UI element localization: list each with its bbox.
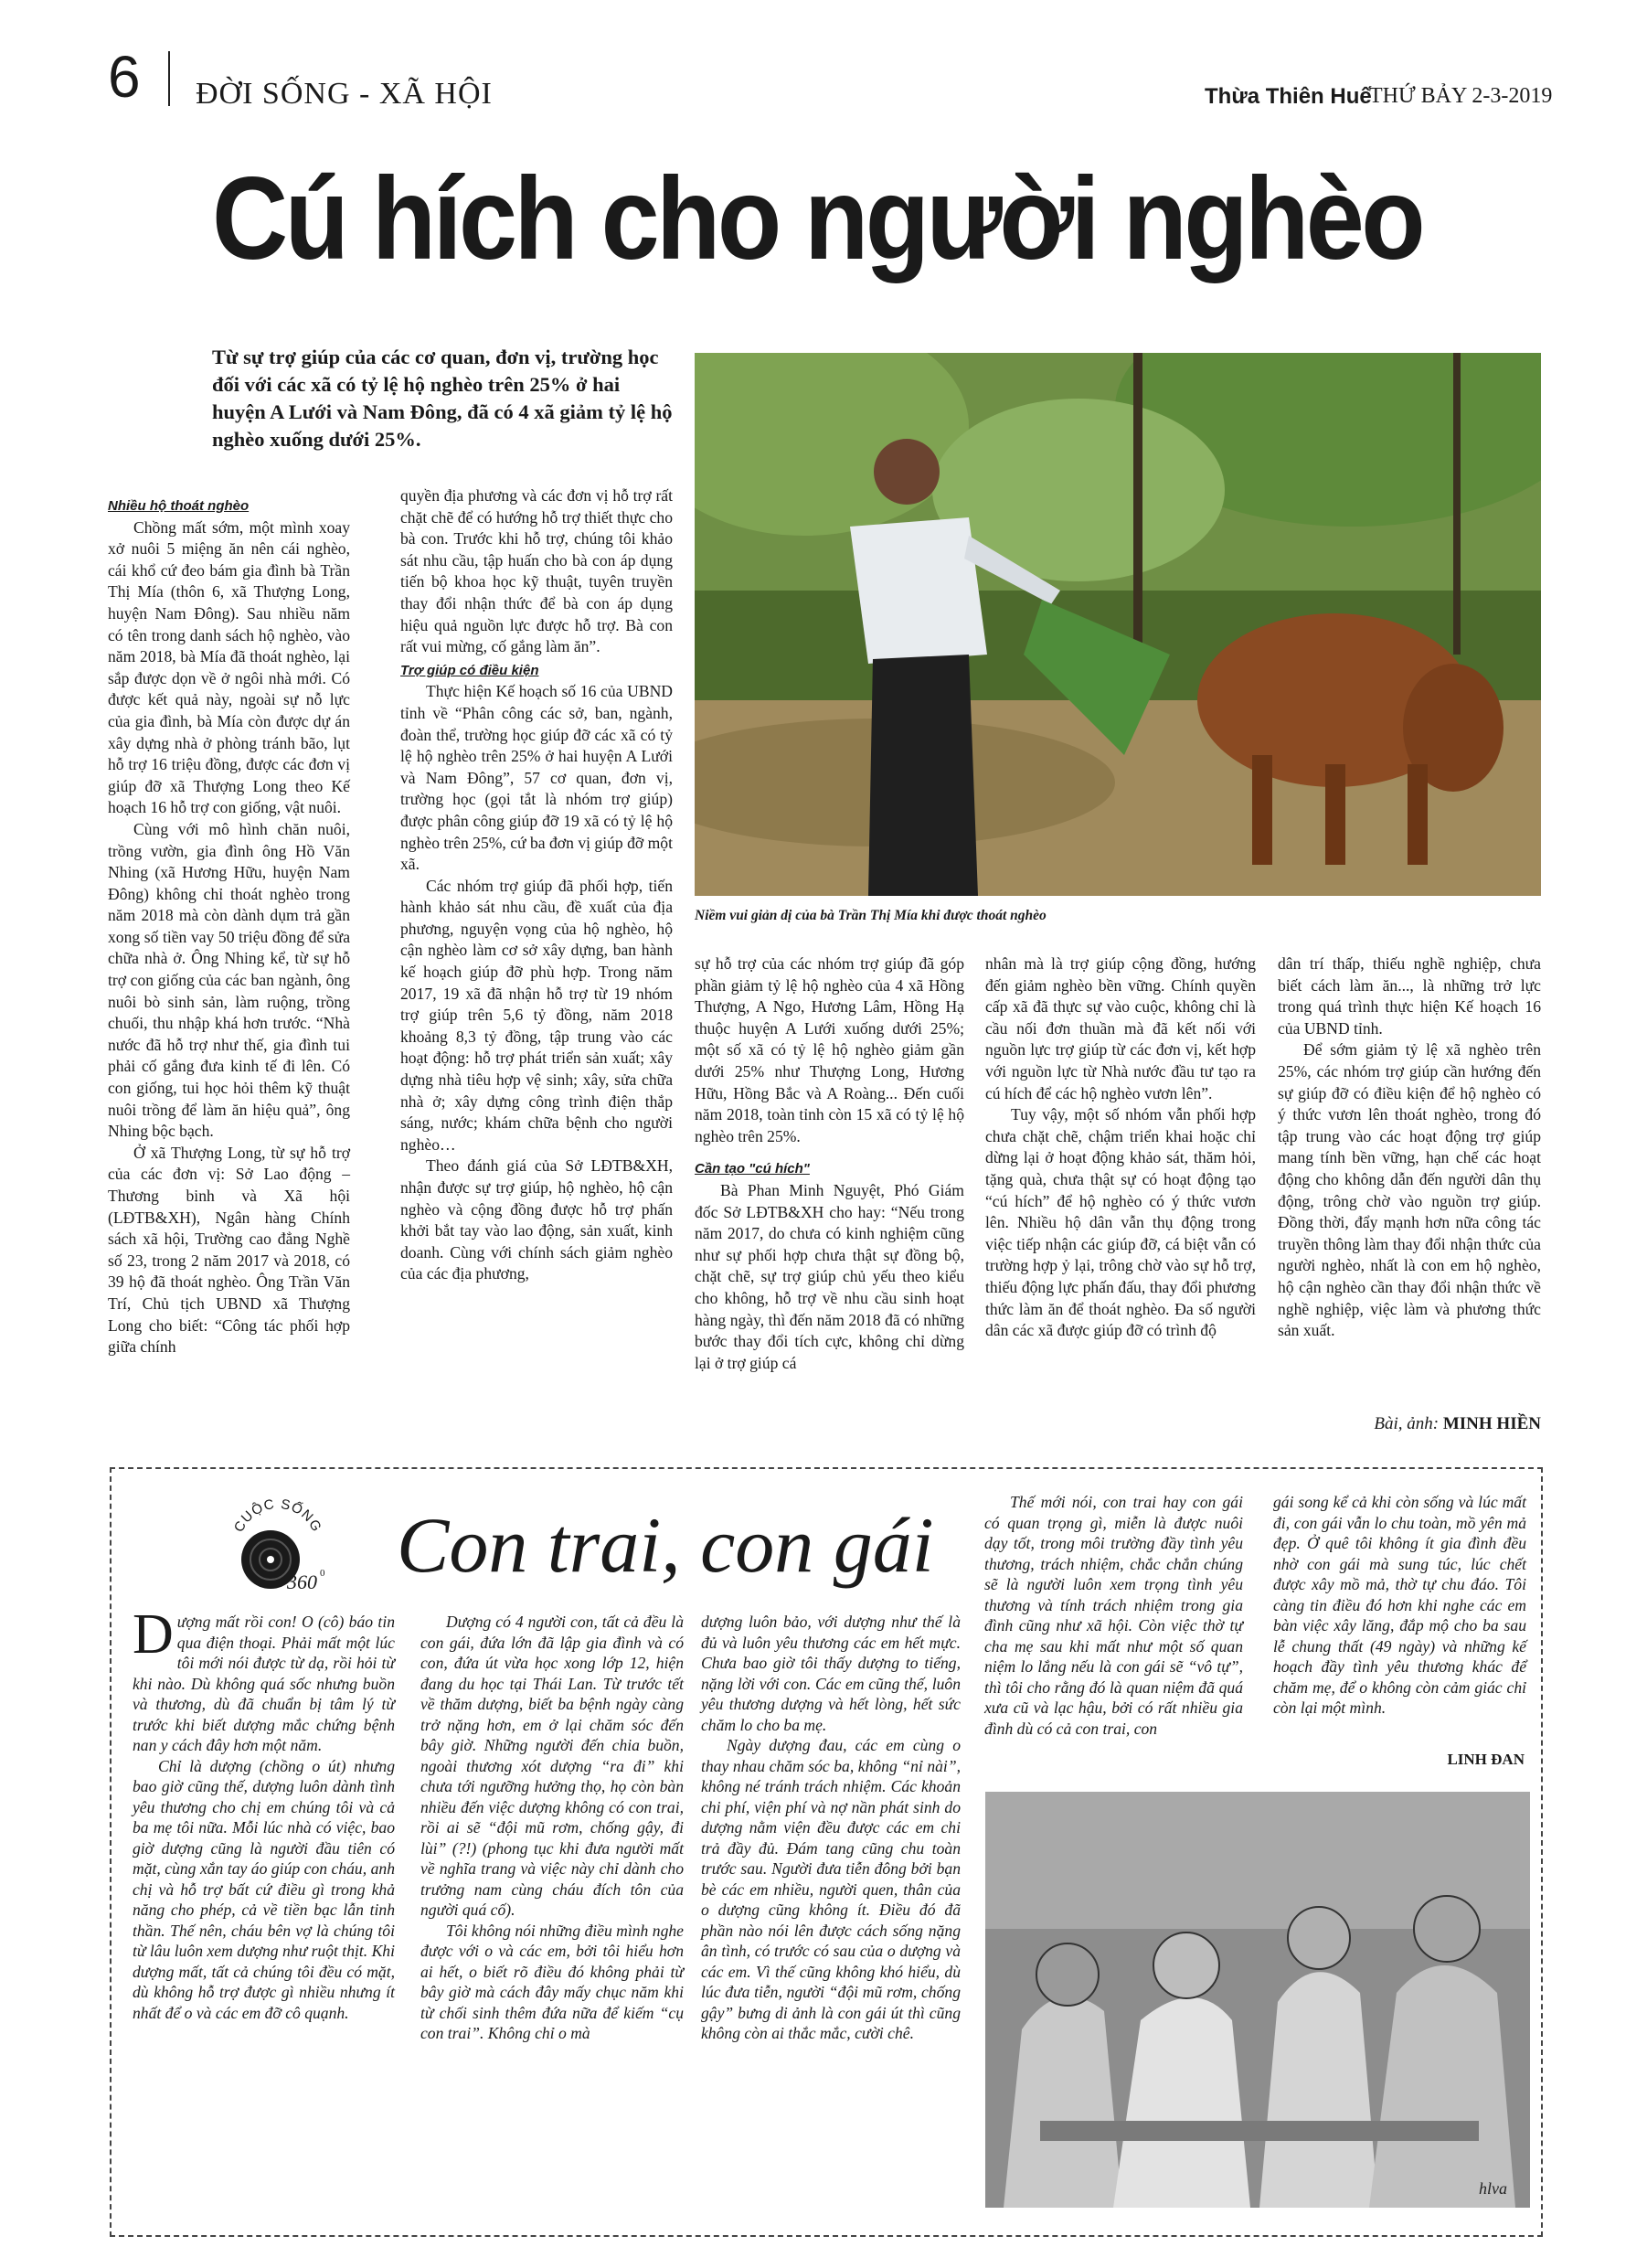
- paragraph: Cùng với mô hình chăn nuôi, trồng vườn, gia đình ông Hồ Văn Nhing (xã Hương Hữu, huyện Nam Đông) không chỉ thoát nghèo trong năm 2018 mà còn dành dụm trả gần xong số tiền vay 50 triệu đồng để sửa chữa nhà ở. Ông Nhing kể, từ sự hỗ trợ con giống của các ban ngành, ông nuôi bò sinh sản, làm ruộng, trồng chuối, thu nhập khá hơn trước. “Nhà nước đã hỗ trợ như thế, gia đình tui phải cố gắng đưa kinh tế đi lên. Có con giống, tui học hỏi thêm kỹ thuật nuôi trồng để làm ăn hiệu quả”, ông Nhing bộc bạch.: [108, 819, 350, 1141]
- article-column-2: [400, 485, 673, 1285]
- subheading: Nhiều hộ thoát nghèo: [108, 498, 250, 514]
- article-column-5: [1278, 953, 1541, 1342]
- paragraph: Bà Phan Minh Nguyệt, Phó Giám đốc Sở LĐTB&XH cho hay: “Nếu trong năm 2017, do chưa có kinh nghiệm cũng như sự phối hợp chưa thật sự đồng bộ, chặt chẽ, sự trợ giúp chủ yếu theo kiểu cho không, hỗ trợ về nhu cầu sinh hoạt hàng ngày, thì đến năm 2018 đã có những bước thay đổi tích cực, không chỉ dừng lại ở trợ giúp cá: [695, 1180, 964, 1372]
- paragraph: Để sớm giảm tỷ lệ xã nghèo trên 25%, các nhóm trợ giúp cần hướng đến sự giúp đỡ có điều kiện để hộ nghèo có ý thức vươn lên thoát nghèo, trong đó tập trung vào các hoạt động trợ giúp mang tính bền vững, hạn chế các hoạt động cho không dẫn đến người dân thụ động, trông chờ vào nguồn trợ giúp. Đồng thời, đẩy mạnh hơn nữa công tác truyền thông làm thay đổi nhận thức của người nghèo, nhất là con em hộ nghèo, hộ cận nghèo cần thay đổi nhận thức về nghề nghiệp, việc làm và phương thức sản xuất.: [1278, 1040, 1541, 1340]
- paragraph: quyền địa phương và các đơn vị hỗ trợ rất chặt chẽ để có hướng hỗ trợ thiết thực cho bà con. Trước khi hỗ trợ, chúng tôi khảo sát nhu cầu, tập huấn cho bà con áp dụng tiến bộ khoa học kỹ thuật, tuyên truyền thay đổi nhận thức để bà con áp dụng hiệu quả nguồn lực được hỗ trợ. Bà con rất vui mừng, cố gắng làm ăn”.: [400, 486, 673, 656]
- column-text-4: [984, 1492, 1243, 1739]
- paragraph: Dượng có 4 người con, tất cả đều là con gái, đứa lớn đã lập gia đình và có con, đứa út vừa học xong lớp 12, hiện đang du học tại Thái Lan. Từ trước tết về thăm dượng, biết ba bệnh ngày càng trở nặng hơn, em ở lại chăm sóc đến bây giờ. Những người đến chia buồn, ngoài thương xót dượng “ra đi” khi chưa tới ngưỡng hưởng thọ, họ còn bàn nhiều đến việc dượng không có con trai, rồi ai sẽ “đội mũ rơm, chống gậy, đi lùi” (?!) (phong tục khi đưa người mất về nghĩa trang và việc này chỉ dành cho trưởng nam cùng cháu đích tôn của người quá cố).: [420, 1613, 684, 1919]
- paragraph: Chỉ là dượng (chồng o út) nhưng bao giờ cũng thế, dượng luôn dành tình yêu thương cho chị em chúng tôi và cả ba mẹ tôi nữa. Mỗi lúc nhà có việc, bao giờ dượng cũng là người đầu tiên có mặt, cùng xắn tay áo giúp con cháu, anh chị và hỗ trợ bất cứ điều gì trong khả năng cho phép, cả về tiền bạc lẫn tinh thần. Thế nên, cháu bên vợ là chúng tôi từ lâu luôn xem dượng như ruột thịt. Khi dượng mất, tất cả chúng tôi đều có mặt, dù không hỗ trợ được gì nhiều nhưng ít nhất để o và các em đỡ cô quạnh.: [133, 1756, 395, 2022]
- paragraph: Ở xã Thượng Long, từ sự hỗ trợ của các đơn vị: Sở Lao động – Thương binh và Xã hội (LĐTB&XH), Ngân hàng Chính sách xã hội, Trường cao đẳng Nghề số 23, trong 2 năm 2017 và 2018, có 39 hộ đã thoát nghèo. Ông Trần Văn Trí, Chủ tịch UBND xã Thượng Long cho biết: “Công tác phối hợp giữa chính: [108, 1143, 350, 1357]
- paragraph: Thực hiện Kế hoạch số 16 của UBND tỉnh về “Phân công các sở, ban, ngành, đoàn thể, trường học giúp đỡ các xã có tỷ lệ hộ nghèo trên 25% ở hai huyện A Lưới và Nam Đông”, 57 cơ quan, đơn vị, trường học (gọi tắt là nhóm trợ giúp) được phân công giúp đỡ 19 xã có tỷ lệ hộ nghèo trên 25%, cứ ba đơn vị giúp đỡ một xã.: [400, 682, 673, 874]
- column-author: LINH ĐAN: [1447, 1751, 1525, 1768]
- paragraph: nhân mà là trợ giúp cộng đồng, hướng đến giảm nghèo bền vững. Chính quyền cấp xã đã thực sự vào cuộc, không chỉ là cầu nối đơn thuần mà đã kết nối với nguồn lực trợ giúp từ các đơn vị, kết hợp với nguồn lực từ Nhà nước đầu tư tạo ra cú hích để các hộ nghèo vươn lên”.: [985, 954, 1256, 1102]
- paragraph: dượng luôn bảo, với dượng như thế là đủ và luôn yêu thương các em hết mực. Chưa bao giờ tôi thấy dượng to tiếng, nặng lời với con. Các em cũng thế, luôn yêu thương dượng và hết lòng, hết sức chăm lo cho ba mẹ.: [701, 1613, 961, 1734]
- article-column-1: [108, 494, 350, 1358]
- column-text-2: [420, 1612, 684, 2044]
- section-title: ĐỜI SỐNG - XÃ HỘI: [196, 77, 493, 111]
- header-divider: [168, 51, 170, 106]
- paragraph: gái song kể cả khi còn sống và lúc mất đi, con gái vẫn lo chu toàn, mồ yên mả đẹp. Ở quê tôi không ít gia đình đều nhờ con gái mà sung túc, lúc chết được xây mồ mả, thờ tự chu đáo. Tôi càng tin điều đó hơn khi nghe các em bàn việc xây lăng, đắp mộ cho ba sau lễ chung thất (49 ngày) và những kế hoạch đầy tình yêu thương khác để chăm mẹ, để o không còn cảm giác chỉ còn lại một mình.: [1273, 1493, 1526, 1717]
- logo-degree: 0: [320, 1568, 325, 1579]
- svg-text:CUỘC SỐNG: [231, 1496, 324, 1535]
- cuoc-song-360-logo: [223, 1490, 333, 1600]
- subheading: Cần tạo "cú hích": [695, 1161, 810, 1177]
- subheading: Trợ giúp có điều kiện: [400, 662, 539, 678]
- paragraph: dân trí thấp, thiếu nghề nghiệp, chưa biết cách làm ăn..., là những trở lực trong quá trình thực hiện Kế hoạch 16 của UBND tỉnh.: [1278, 954, 1541, 1038]
- column-text-1: [133, 1603, 395, 2023]
- paragraph: Theo đánh giá của Sở LĐTB&XH, nhận được sự trợ giúp, hộ nghèo, hộ cận nghèo và cộng đồng được hỗ trợ phấn khởi bắt tay vào lao động, sản xuất, kinh doanh. Cùng với chính sách giảm nghèo của các địa phương,: [400, 1156, 673, 1283]
- logo-number: 360: [287, 1571, 317, 1593]
- paragraph: Các nhóm trợ giúp đã phối hợp, tiến hành khảo sát nhu cầu, đề xuất của địa phương, nguyện vọng của hộ nghèo, hộ cận nghèo làm cơ sở xây dựng, ban hành kế hoạch giúp đỡ phù hợp. Trong năm 2017, 19 xã đã nhận hỗ trợ từ 19 nhóm trợ giúp trên 5,6 tỷ đồng, năm 2018 khoảng 8,3 tỷ đồng, tập trung vào các hoạt động: hỗ trợ phát triển sản xuất; xây dựng nhà tiêu hợp vệ sinh; xây, sửa chữa nhà ở; xây dựng công trình điện thắp sáng, nước; khám chữa bệnh cho người nghèo…: [400, 876, 673, 1154]
- sketch-family-illustration: [985, 1792, 1530, 2208]
- article-headline: Cú hích cho người nghèo: [212, 154, 1423, 284]
- photo-caption: Niềm vui giản dị của bà Trần Thị Mía khi được thoát nghèo: [695, 908, 1047, 923]
- issue-date: THỨ BẢY 2-3-2019: [1369, 84, 1553, 108]
- paragraph: ượng mất rồi con! O (cô) báo tin qua điện thoại. Phải mất một lúc tôi mới nói được từ dạ, rồi hỏi từ khi nào. Dù không quá sốc nhưng buồn và thương, dù đã chuẩn bị tâm lý từ trước khi biết dượng mắc chứng bệnh nan y cách đây hơn một năm.: [133, 1613, 395, 1754]
- logo-arc-text: CUỘC SỐNG: [230, 1496, 325, 1535]
- column-title: Con trai, con gái: [397, 1501, 934, 1589]
- page-number: 6: [108, 44, 141, 110]
- article-column-3: [695, 953, 964, 1374]
- column-text-3: [701, 1612, 961, 2044]
- paragraph: Chồng mất sớm, một mình xoay xở nuôi 5 miệng ăn nên cái nghèo, cái khổ cứ đeo bám gia đình bà Trần Thị Mía (thôn 6, xã Thượng Long, huyện Nam Đông). Sau nhiều năm có tên trong danh sách hộ nghèo, vào năm 2018, bà Mía đã thoát nghèo, lại sắp được dọn về ở ngôi nhà mới. Có được kết quả này, ngoài sự nỗ lực của gia đình, bà Mía còn được dự án xây dựng nhà ở phòng tránh bão, lụt hỗ trợ 16 triệu đồng, được các đơn vị giúp đỡ xã Thượng Long theo Kế hoạch 16 hỗ trợ con giống, vật nuôi.: [108, 517, 350, 817]
- article-lead: Từ sự trợ giúp của các cơ quan, đơn vị, trường học đối với các xã có tỷ lệ hộ nghèo trên 25% ở hai huyện A Lưới và Nam Đông, đã có 4 xã giảm tỷ lệ hộ nghèo xuống dưới 25%.: [212, 346, 673, 451]
- paragraph: Thế mới nói, con trai hay con gái có quan trọng gì, miễn là được nuôi dạy tốt, trong môi trường đầy tình yêu thương, trách nhiệm, chắc chắn chúng sẽ là người luôn xem trọng tình yêu thương và tính trách nhiệm trong gia đình cũng như xã hội. Còn việc thờ tự cha mẹ sau khi mất như một số quan niệm lo lắng nếu là con gái sẽ “vô tự”, thì tôi cho rằng đó là quan niệm đã quá xưa cũ và lạc hậu, bởi có rất nhiều gia đình dù có cả con trai, con: [984, 1493, 1243, 1738]
- paragraph: Tôi không nói những điều mình nghe được với o và các em, bởi tôi hiểu hơn ai hết, o biết rõ điều đó không phải từ bây giờ mà cách đây mấy chục năm khi từ chối sinh thêm đứa nữa để kiếm “cụ con trai”. Không chỉ o mà: [420, 1921, 684, 2042]
- column-text-5: [1273, 1492, 1526, 1719]
- byline-name: MINH HIỀN: [1442, 1414, 1541, 1433]
- article-column-4: [985, 953, 1256, 1342]
- record-disc-icon: [223, 1490, 333, 1600]
- paragraph: Tuy vậy, một số nhóm vẫn phối hợp chưa chặt chẽ, chậm triển khai hoặc chỉ dừng lại ở hoạt động khảo sát, thăm hỏi, tặng quà, chưa thật sự có hoạt động tạo “cú hích” để hộ nghèo có ý thức vươn lên. Nhiều hộ dân vẫn thụ động trong việc tiếp nhận các giúp đỡ, cá biệt vẫn có trường hợp ỷ lại, trông chờ vào sự hỗ trợ, thiếu động lực phấn đấu, thay đổi phương thức làm ăn để thoát nghèo. Đa số người dân các xã được giúp đỡ có trình độ: [985, 1105, 1256, 1340]
- newspaper-name: Thừa Thiên Huế: [1205, 84, 1372, 109]
- column-illustration: [985, 1792, 1530, 2208]
- byline-label: Bài, ảnh:: [1374, 1414, 1440, 1433]
- paragraph: sự hỗ trợ của các nhóm trợ giúp đã góp phần giảm tỷ lệ hộ nghèo của 4 xã Hồng Thượng, A Ngo, Hương Lâm, Hồng Hạ thuộc huyện A Lưới xuống dưới 25%; một số xã có tỷ lệ hộ nghèo giảm gần dưới 25% như Thượng Long, Hương Hữu, Hồng Bắc và A Roàng... Đến cuối năm 2018, toàn tỉnh còn 15 xã có tỷ lệ hộ nghèo trên 25%.: [695, 954, 964, 1145]
- article-byline: [1278, 1414, 1541, 1434]
- sketch-signature: hlva: [1479, 2179, 1507, 2198]
- paragraph: Ngày dượng đau, các em cùng o thay nhau chăm sóc ba, không “nỉ nài”, không né tránh trách nhiệm. Các khoản chi phí, viện phí và nợ nần phát sinh do dượng nằm viện đều được các em chi trả đầy đủ. Đám tang cũng chu toàn trước sau. Người đưa tiễn đông bởi bạn bè các em nhiều, người quen, thân của o dượng cũng không ít. Điều đó đã phần nào nói lên được cách sống nặng ân tình, có trước có sau của o dượng và các em. Vì thế cũng không khó hiểu, dù lúc đưa tiễn, người “đội mũ rơm, chống gậy” bưng di ảnh là con gái út thì cũng không còn ai thắc mắc, cười chê.: [701, 1736, 961, 2042]
- photo-woman-feeding-cow: [695, 353, 1541, 896]
- dropcap: D: [133, 1603, 174, 1666]
- article-photo: [695, 353, 1541, 896]
